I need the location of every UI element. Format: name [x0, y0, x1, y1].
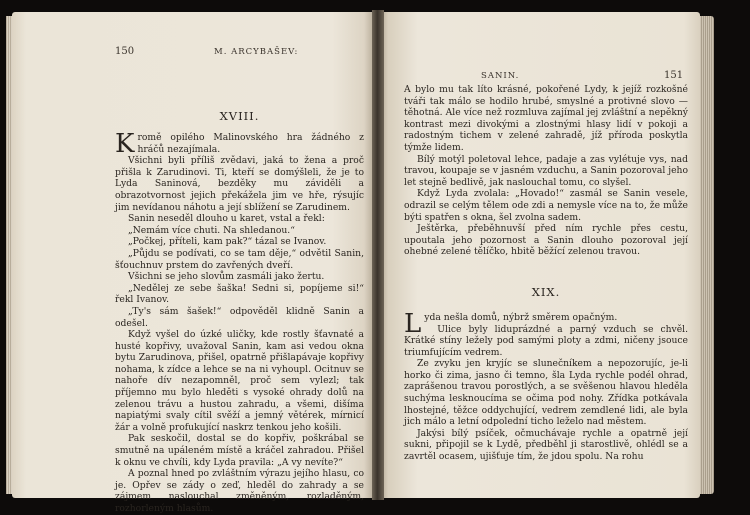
- paragraph: Všichni se jeho slovům zasmáli jako žertu.: [128, 271, 325, 283]
- right-page-number: 151: [664, 70, 684, 81]
- paragraph: Když Lyda zvolala: „Hovado!“ zasmál se Sanin vesele, odrazil se celým tělem ode zdi a nemysle více na to, že může býti spatřen s okna, šel zvolna sadem.: [404, 188, 688, 223]
- left-header-title: M. ARCYBAŠEV:: [214, 47, 299, 57]
- left-page-text: [115, 104, 364, 515]
- paragraph: Pak seskočil, dostal se do kopřiv, poškrábal se smutně na upáleném místě a kráčel zahradou. Přišel k oknu ve chvíli, kdy Lyda pravila: „A vy nevíte?“: [115, 433, 364, 468]
- paragraph: A bylo mu tak líto krásné, pokořené Lydy, k jejíž rozkošné tváři tak málo se hodilo hrubé, smyslné a protivné slovo — těhotná. Ale více než rozmluva zajímal jej zvláštní a nepěkný kontrast mezi divokými a zlostnými hlasy lidí v pokoji a radostným tichem v zelené zahradě, jíž příroda poskytla týmže lidem.: [404, 84, 688, 153]
- book-gutter: [372, 10, 384, 500]
- paragraph: „Ty's sám šašek!“ odpověděl klidně Sanin a odešel.: [115, 305, 364, 329]
- chapter-heading: XVIII.: [219, 109, 260, 123]
- paragraph: yda nešla domů, nýbrž směrem opačným.: [424, 311, 618, 323]
- chapter-heading: XIX.: [531, 284, 561, 299]
- paragraph: Bílý motýl poletoval lehce, padaje a zas vylétuje vys, nad travou, koupaje se v jasném vzduchu, a Sanin pozoroval jeho let stejně bedlivě, jak naslouchal tomu, co slyšel.: [404, 153, 688, 188]
- right-page-edges: [700, 16, 714, 494]
- paragraph: „Nemám více chuti. Na shledanou.“: [128, 224, 295, 236]
- paragraph: Ulice byly liduprázdné a parný vzduch se chvěl. Krátké stíny ležely pod samými ploty a zdmi, ničeny jsouce triumfujícím vedrem.: [404, 323, 688, 358]
- paragraph: Jakýsi bílý psíček, očmuchávaje rychle a opatrně její sukni, připojil se k Lydě, předběhl ji starostlivě, ohlédl se a zavrtěl ocasem, ujišťuje tím, že jdou spolu. Na rohu: [404, 427, 688, 463]
- paragraph: A poznal hned po zvláštním výrazu jejího hlasu, co je. Opřev se zády o zeď, hleděl do zahrady a se zájmem naslouchal změněným, rozladěným, rozhorleným hlasům.: [115, 468, 364, 514]
- paragraph: Když vyšel do úzké uličky, kde rostly šťavnaté a husté kopřivy, uvažoval Sanin, kam asi vedou okna bytu Zarudinova, přišel, opatrně přišlapávaje kopřivy nohama, k zídce a lehce se na ni vyhoupl. Ocitnuv se nahoře dív nezapomněl, proč sem vylezl; tak příjemno mu bylo hleděti s vysoké ohrady dolů na zelenou trávu a hustou zahradu, a všemi, dišíma napiatými svaly cítil svěží a jemný větérek, mírnicí žár a volně profukující naskrz tenkou jeho košili.: [115, 329, 364, 433]
- paragraph: Všichni byli příliš zvědavi, jaká to žena a proč přišla k Zarudinovi. Ti, kteří se domýšleli, že je to Lyda Saninová, bezděky mu záviděli a obrazotvornost jejich překážela jim ve hře, rýsujíc jim nevídanou náhotu a její sblížení se Zarudinem.: [115, 155, 364, 213]
- paragraph: Ze zvyku jen kryjíc se slunečníkem a nepozorujíc, je-li horko či zima, jasno či temno, šla Lyda rychle podél ohrad, zaprášenou travou porostlých, a se svěšenou hlavou hleděla suchýma lesknoucíma se očima pod nohy. Zřídka potkávala lhostejné, těžce oddychující, vedrem zemdlené lidi, ale byla jich málo a letní odpolední ticho leželo nad městem.: [404, 358, 688, 428]
- paragraph: romě opilého Malinovského hra žádného z hráčů nezajímala.: [137, 132, 364, 155]
- drop-cap: L: [404, 308, 422, 339]
- paragraph: „Půjdu se podívati, co se tam děje,“ odvětil Sanin, šťouchnuv prstem do zavřených dveří.: [115, 247, 364, 271]
- paragraph: Sanin neseděl dlouho u karet, vstal a řekl:: [128, 213, 325, 225]
- paragraph: Ještěrka, přeběhnuvší před ním rychle přes cestu, upoutala jeho pozornost a Sanin dlouho pozoroval její ohebné zelené tělíčko, hbitě běžící zelenou travou.: [404, 223, 688, 258]
- left-page-number: 150: [115, 46, 135, 57]
- right-page-text: [404, 84, 688, 463]
- paragraph: „Počkej, příteli, kam pak?“ tázal se Ivanov.: [128, 236, 327, 248]
- drop-cap: K: [115, 129, 135, 159]
- left-page: [12, 12, 378, 514]
- right-header-title: SANIN.: [481, 71, 520, 81]
- right-page: [378, 12, 700, 498]
- paragraph: „Nedělej ze sebe šaška! Sedni si, popíjeme si!“ řekl Ivanov.: [115, 282, 364, 306]
